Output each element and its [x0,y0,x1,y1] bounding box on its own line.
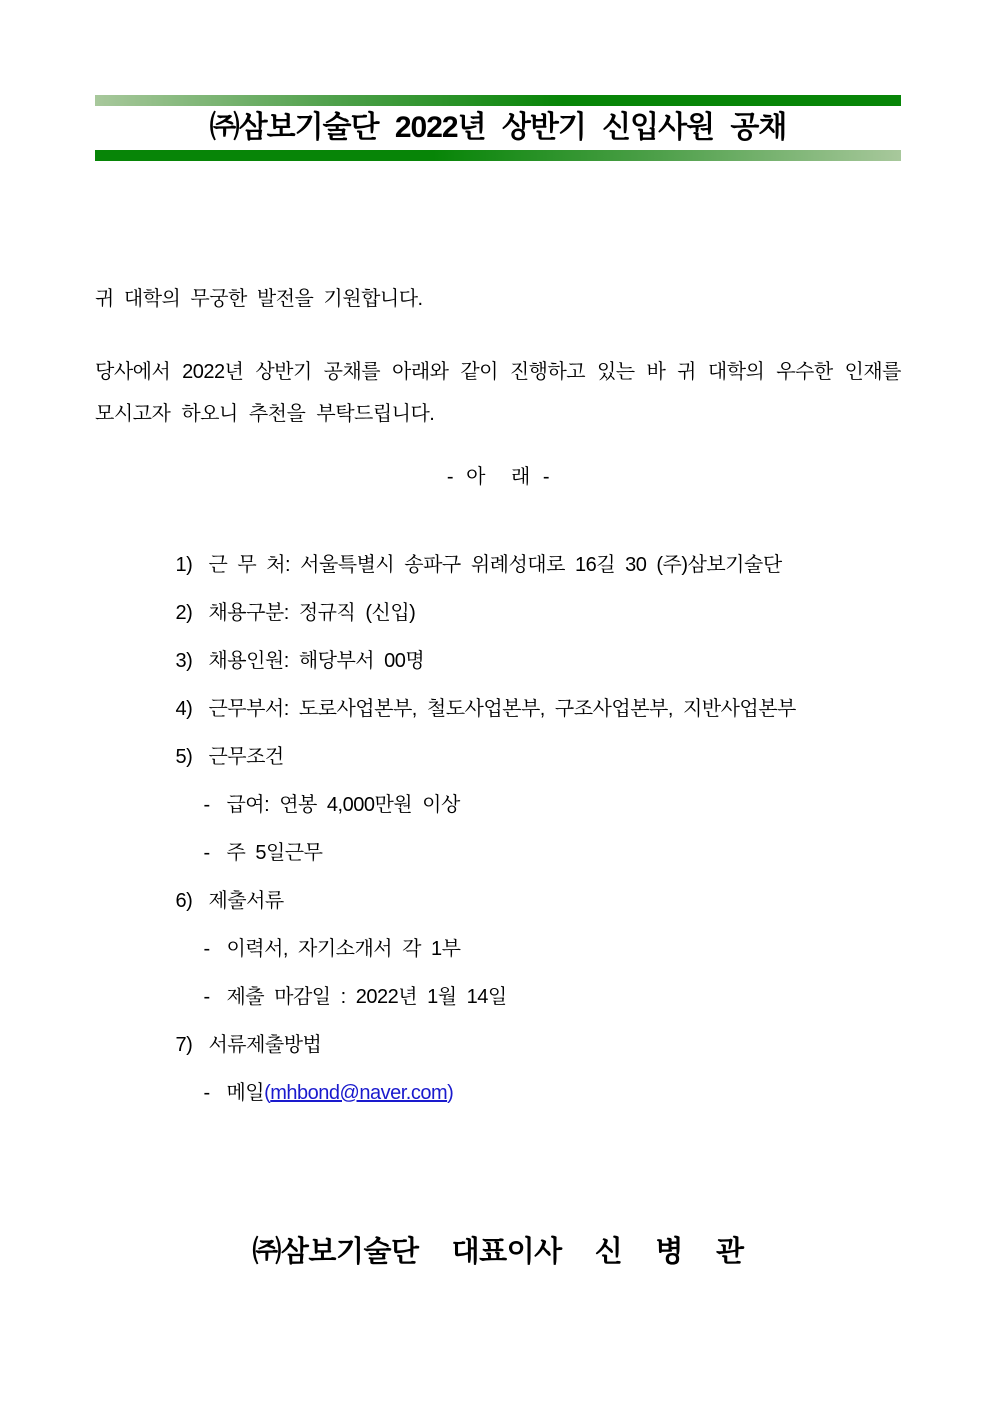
item-text: 근무부서: 도로사업본부, 철도사업본부, 구조사업본부, 지반사업본부 [208,698,796,720]
sub-item-workweek [95,817,901,865]
header-gradient-bar-top [95,95,901,106]
greeting-paragraph: 귀 대학의 무궁한 발전을 기원합니다. [95,288,423,310]
list-item-work-conditions [95,721,901,769]
list-item-employment-type [95,577,901,625]
item-number: 4) [175,698,193,720]
item-dash: - [203,794,210,816]
sub-item-salary [95,769,901,817]
recruitment-details-list [95,529,901,1105]
email-close-paren: ) [447,1082,454,1104]
item-dash: - [203,938,210,960]
sub-item-email [95,1057,901,1105]
ceo-signature: ㈜삼보기술단 대표이사 신 병 관 [252,1236,744,1268]
list-item-departments [95,673,901,721]
document-content [95,95,901,1269]
item-text: 서류제출방법 [208,1034,322,1056]
item-text: 이력서, 자기소개서 각 1부 [226,938,461,960]
sub-item-deadline [95,961,901,1009]
email-link[interactable]: mhbond@naver.com [270,1082,448,1104]
email-open-paren: ( [264,1082,271,1104]
header-gradient-bar-bottom [95,150,901,161]
item-text: 주 5일근무 [226,842,323,864]
sub-item-resume [95,913,901,961]
item-text: 제출서류 [208,890,284,912]
item-dash: - [203,1082,210,1104]
list-item-workplace [95,529,901,577]
item-text: 채용인원: 해당부서 00명 [208,650,425,672]
intro-paragraph: 당사에서 2022년 상반기 공채를 아래와 같이 진행하고 있는 바 귀 대학의 우수한 인재를 모시고자 하오니 추천을 부탁드립니다. [95,361,901,425]
item-number: 3) [175,650,193,672]
email-prefix: 메일 [226,1082,265,1104]
item-number: 7) [175,1034,193,1056]
list-item-submission-method [95,1009,901,1057]
item-text: 근무조건 [208,746,284,768]
item-number: 5) [175,746,193,768]
document-title: ㈜삼보기술단 2022년 상반기 신입사원 공채 [209,111,787,144]
item-number: 1) [175,554,193,576]
divider-label: - 아 래 - [446,466,550,488]
document-header [95,95,901,161]
item-number: 2) [175,602,193,624]
item-dash: - [203,986,210,1008]
item-text: 채용구분: 정규직 (신입) [208,602,416,624]
item-text: 제출 마감일 : 2022년 1월 14일 [226,986,507,1008]
list-item-documents [95,865,901,913]
item-text: 급여: 연봉 4,000만원 이상 [226,794,460,816]
item-number: 6) [175,890,193,912]
item-text: 근 무 처: 서울특별시 송파구 위례성대로 16길 30 (주)삼보기술단 [208,554,782,576]
list-item-headcount [95,625,901,673]
item-dash: - [203,842,210,864]
